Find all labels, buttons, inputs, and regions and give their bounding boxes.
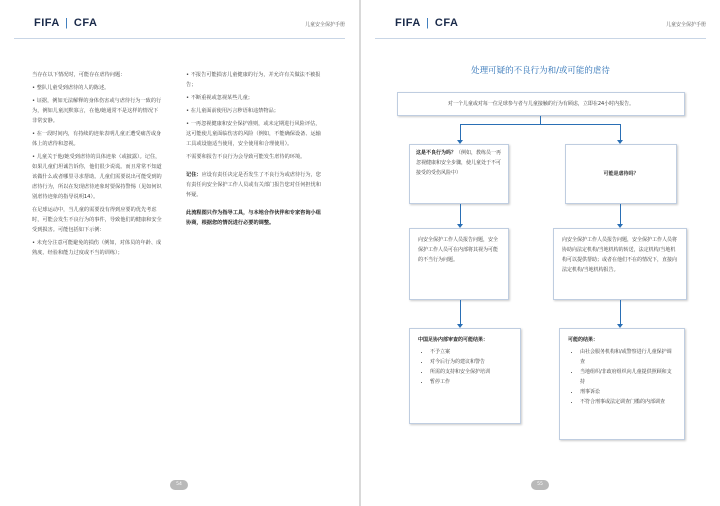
header-rule <box>375 38 706 39</box>
internal-outcomes-title: 中国足协内部审查的可能结果： <box>418 337 489 343</box>
logo-cfa-text: CFA <box>434 17 459 29</box>
bullet-item: • 一再忽视健康和安全保护准则，或未定期进行风险评估，这可能使儿童面临伤害的风险（例如，不能确保设备、运输工具或设施适当使用，安全使用和合理使用）。 <box>186 121 321 147</box>
list-item: • 不予立案 <box>430 347 512 357</box>
list-item: • 不符合刑事或法定调查门槛的内部调查 <box>580 397 676 407</box>
fifa-cfa-logo <box>395 17 458 29</box>
statutory-outcomes-list <box>568 347 676 407</box>
paragraph: 不需要和报告不良行为会导致可能发生虐待的环境。 <box>186 154 306 160</box>
page-number: 54 <box>170 480 188 490</box>
fifa-cfa-logo <box>34 17 97 29</box>
connector-line <box>460 204 461 226</box>
page-header <box>0 14 359 36</box>
connector-line <box>620 204 621 226</box>
right-page <box>361 0 720 506</box>
connector-line <box>460 124 621 125</box>
bullet-item: • 儿童关于他/她受到虐待的具体迹象（或披露）。记住，如果儿童们坦诚告诉你，他们很少说谎。而且常常不知道该做什么或者哪里寻求帮助。儿童们需要说出可能受到的虐待行为，所以在发现虐待迹象时要保持警惕（见如何识别虐待迹象的指导说明14）。 <box>32 154 162 200</box>
misconduct-question-example: （例如，教练员一再忽视健康和安全步骤，使儿童处于不可接受的受伤风险中） <box>416 150 502 176</box>
list-item: • 刑事诉讼 <box>580 387 676 397</box>
flowchart-guidance-note: 此流程图只作为指导工具，与本地合作伙伴和专家咨询小组协商，根据您的情况进行必要的调整。 <box>186 210 321 226</box>
bullet-item: • 整队儿童受到虐待的人的陈述。 <box>32 85 110 91</box>
remember-text: 应设有责任决定是否发生了不良行为或虐待行为，您有责任向安全保护工作人员或有关部门报告您对任何担忧和怀疑。 <box>186 172 321 198</box>
flow-box-statutory-referral: 向安全保护工作人员报告问题，安全保护工作人员将协助向法定机构/当地机构的转送，法定机构/当地机构可以提供帮助；或者在他们不在的情况下，直接向法定机构/当地机构报告。 <box>553 228 687 300</box>
misconduct-question-label: 这是不良行为吗？ <box>416 150 457 156</box>
flow-box-report: 对一个儿童或对每一位足球参与者与儿童接触的行为有顾虑，立即在24小时内报告。 <box>397 92 685 116</box>
flow-box-internal-report: 向安全保护工作人员报告问题，安全保护工作人员可在内部将其视为可能的不当行为问题。 <box>409 228 509 300</box>
logo-separator: | <box>426 17 430 29</box>
paragraph: 在足球运动中，当儿童的需要没有得到应要的优先考虑时，可能会发生不良行为的事件，导致他们的健康和安全受到损害。可能包括如下示例： <box>32 207 162 233</box>
logo-separator: | <box>65 17 69 29</box>
text-column-2 <box>186 70 324 231</box>
statutory-outcomes-title: 可能的结果： <box>568 337 599 343</box>
logo-cfa-text: CFA <box>73 17 98 29</box>
connector-line <box>540 116 541 124</box>
bullet-item: • 在儿童面前使用污言秽语和违禁物品； <box>186 108 279 114</box>
running-title: 儿童安全保护手册 <box>665 22 706 28</box>
list-item: • 暂停工作 <box>430 377 512 387</box>
flow-box-abuse-question: 可能是虐待吗？ <box>565 144 677 204</box>
connector-line <box>620 300 621 326</box>
bullet-item: • 不断重视或忽视某些儿童； <box>186 95 253 101</box>
bullet-item: • 未充分注意可能避免的损伤（例如，对体员的年龄、成熟度、经验和能力过度或不当的训练）； <box>32 240 162 256</box>
header-rule <box>14 38 345 39</box>
list-item: • 当地组织/非政府组织向儿童提供照顾和支持 <box>580 367 676 387</box>
bullet-item: • 证据，例如无法解释的身体伤害或与虐待行为一致的行为，例如儿童沉默寡言，在他/她通常不是这样的情况下非常安静。 <box>32 98 162 124</box>
running-title: 儿童安全保护手册 <box>304 22 345 28</box>
flow-box-misconduct-question <box>409 144 509 204</box>
internal-outcomes-list <box>418 347 512 387</box>
bullet-item: • 在一段时间内，有持续的迹象表明儿童正遭受痛苦或身体上的虐待和忽视。 <box>32 131 162 147</box>
flowchart-title: 处理可疑的不良行为和/或可能的虐待 <box>471 66 610 76</box>
list-item: • 对今后行为的建议和警告 <box>430 357 512 367</box>
paragraph: 当存在以下情况时，可能存在虐待问题： <box>32 72 126 78</box>
connector-line <box>460 300 461 326</box>
remember-note <box>186 170 324 200</box>
remember-label: 记住： <box>186 172 202 178</box>
text-column-1 <box>32 70 162 261</box>
bullet-item: • 不报告可能损害儿童健康的行为，并允许有关做法不被报告； <box>186 72 321 88</box>
list-item: • 由社会服务机构和/或警察进行儿童保护调查 <box>580 347 676 367</box>
flow-box-internal-outcomes <box>409 328 521 424</box>
page-number: 55 <box>531 480 549 490</box>
left-page <box>0 0 359 506</box>
logo-fifa-text: FIFA <box>395 17 421 29</box>
logo-fifa-text: FIFA <box>34 17 60 29</box>
page-header <box>361 14 720 36</box>
list-item: • 所需的支持和安全保护培训 <box>430 367 512 377</box>
flow-box-statutory-outcomes <box>559 328 685 440</box>
